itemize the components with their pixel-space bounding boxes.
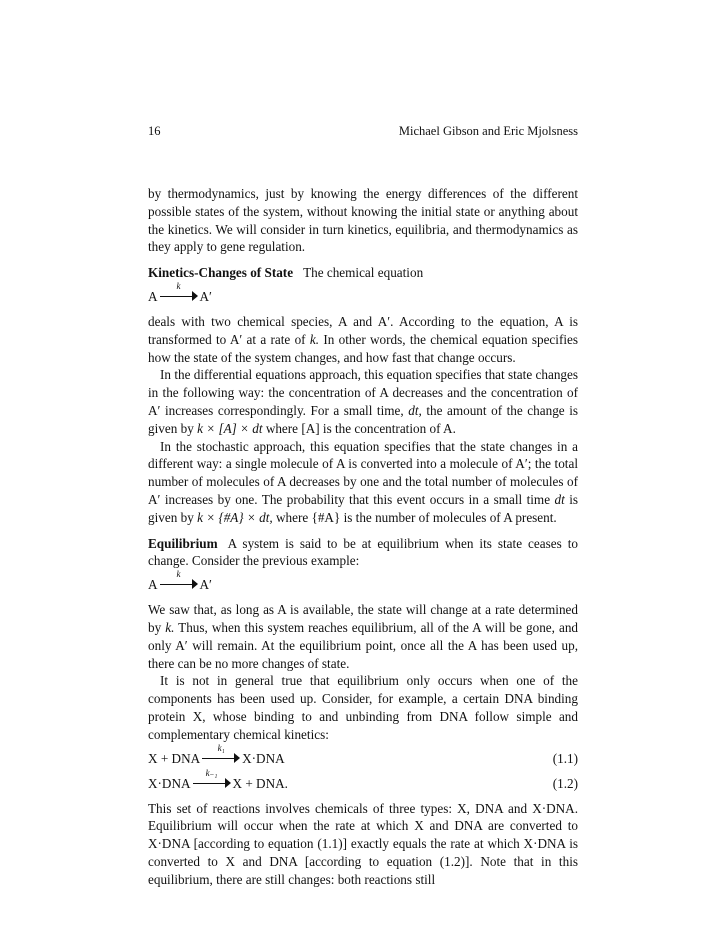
eq-products: X·DNA	[242, 750, 285, 766]
equilibrium-heading: Equilibrium	[148, 535, 218, 551]
equation-1-1	[148, 742, 578, 768]
rate-constant: k₁	[217, 742, 225, 753]
equilibrium-paragraph-1: We saw that, as long as A is available, the state will change at a rate determined by k. Thus, when this system reaches equilibrium, all of the A will be gone, and only A′ will remain. At the equilibrium point, once all the A has been used up, there can be no more changes of state.	[148, 602, 579, 671]
rate-constant: k	[176, 280, 181, 291]
equation-number: (1.1)	[552, 750, 578, 766]
paragraph-intro: by thermodynamics, just by knowing the energy differences of the different possible states of the system, without knowing the initial state or anything about the kinetics. We will consider in turn kinetics, equilibria, and thermodynamics as they apply to gene regulation.	[148, 186, 578, 255]
rate-constant: k	[176, 569, 181, 580]
eq-products: X + DNA.	[232, 775, 288, 791]
kinetics-heading: Kinetics-Changes of State	[148, 265, 294, 281]
kinetics-paragraph-1: deals with two chemical species, A and A′. According to the equation, A is transformed to A′ at a rate of k. In other words, the chemical equation specifies how the state of the system changes, and how fast that change occurs.	[148, 313, 578, 365]
kinetics-paragraph-3: In the stochastic approach, this equation specifies that the state changes in a different way: a single molecule of A is converted into a molecule of A′; the total number of molecules of A decreases by one and the total number of molecules of A′ increases by one. The probability that this event occurs in a small time dt is given by k × {#A} × dt, where {#A} is the number of molecules of A present.	[148, 438, 579, 525]
equilibrium-lead	[148, 535, 578, 571]
equilibrium-intro: A system is said to be at equilibrium when its state ceases to change. Consider the previous example:	[148, 535, 578, 569]
reaction-arrow	[193, 767, 231, 789]
eq-product: A′	[199, 577, 212, 593]
kinetics-paragraph-2: In the differential equations approach, this equation specifies that state changes in the following way: the concentration of A decreases and the concentration of A′ increases correspondingly. For a small time, dt, the amount of the change is given by k × [A] × dt where [A] is the concentration of A.	[148, 367, 578, 436]
eq-reactant: A	[148, 577, 158, 593]
eq-reactants: X·DNA	[148, 775, 191, 791]
equilibrium-paragraph-3: This set of reactions involves chemicals of three types: X, DNA and X·DNA. Equilibrium will occur when the rate at which X and DNA are converted to X·DNA [according to equation (1.1)] exactly equals the rate at which X·DNA is converted to X and DNA [according to equation (1.2)]. Note that in this equilibrium, there are still changes: both reactions still	[148, 800, 578, 887]
kinetics-equation	[148, 280, 578, 306]
reaction-arrow	[160, 569, 198, 590]
rate-constant: k₋₁	[205, 767, 218, 778]
page-number: 16	[148, 124, 161, 138]
reaction-arrow	[160, 280, 198, 302]
equilibrium-paragraph-2: It is not in general true that equilibrium only occurs when one of the components has been used up. Consider, for example, a certain DNA binding protein X, whose binding to and unbinding from DNA follow simple and complementary chemical kinetics:	[148, 673, 578, 742]
eq-reactant: A	[148, 288, 158, 304]
equation-number: (1.2)	[552, 775, 578, 791]
eq-product: A′	[199, 288, 212, 304]
running-authors: Michael Gibson and Eric Mjolsness	[398, 124, 578, 138]
equilibrium-equation	[148, 569, 578, 594]
kinetics-lead	[148, 264, 578, 282]
kinetics-intro: The chemical equation	[303, 265, 424, 281]
reaction-arrow	[202, 742, 240, 764]
equation-1-2	[148, 767, 578, 793]
body-text	[148, 185, 578, 889]
eq-reactants: X + DNA	[148, 750, 201, 766]
